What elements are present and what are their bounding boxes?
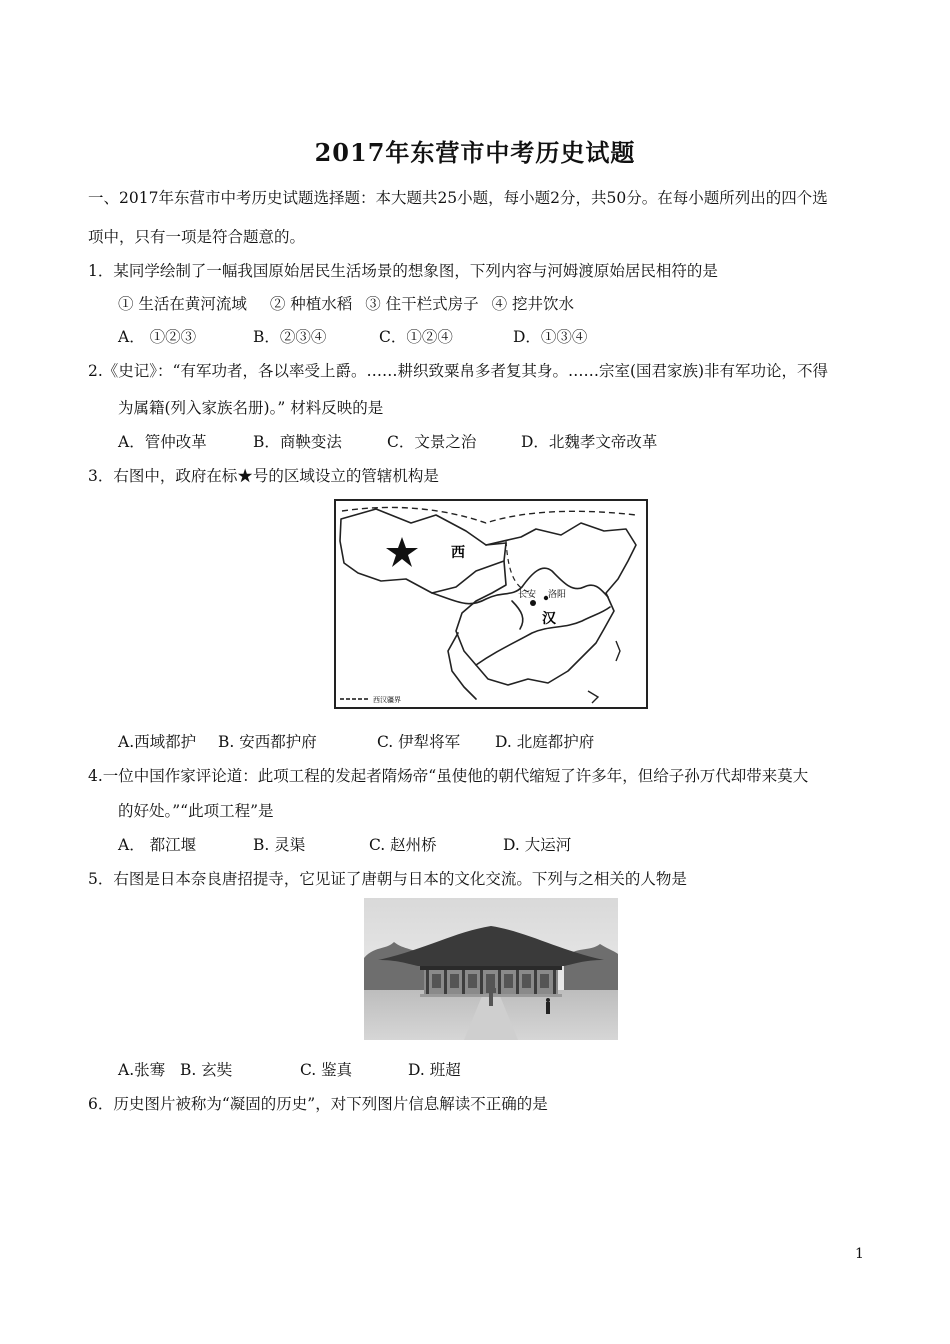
intro-line-2: 项中，只有一项是符合题意的。 [88, 228, 306, 246]
q2-option-d[interactable]: D．北魏孝文帝改革 [521, 433, 658, 451]
q1-option-a[interactable]: A． ①②③ [118, 328, 197, 346]
q1-item-1: ① 生活在黄河流域 [118, 295, 247, 313]
q1-option-d[interactable]: D．①③④ [513, 328, 588, 346]
map-legend-label: 西汉疆界 [373, 696, 401, 704]
map-label-han: 汉 [542, 611, 556, 627]
q3-option-b[interactable]: B. 安西都护府 [218, 733, 317, 751]
q5-option-c[interactable]: C. 鉴真 [300, 1061, 353, 1079]
page-number: 1 [855, 1246, 864, 1262]
temple-photo-drawing [364, 898, 618, 1040]
q5-option-a[interactable]: A.张骞 [118, 1061, 166, 1079]
q3-option-d[interactable]: D. 北庭都护府 [495, 733, 595, 751]
q5-options [118, 1060, 461, 1080]
map-drawing [336, 501, 646, 707]
q4-options [118, 835, 571, 855]
q2-option-a[interactable]: A．管仲改革 [118, 433, 207, 451]
q5-option-d[interactable]: D. 班超 [408, 1061, 461, 1079]
q2-option-c[interactable]: C．文景之治 [387, 433, 477, 451]
star-marker-icon [386, 537, 418, 567]
q4-option-a[interactable]: A． 都江堰 [118, 836, 197, 854]
q4-stem-line-1: 4.一位中国作家评论道：此项工程的发起者隋炀帝“虽使他的朝代缩短了许多年，但给子孙万代却带来莫大 [88, 767, 809, 785]
q2-stem-line-2: 为属籍(列入家族名册)。” 材料反映的是 [118, 399, 384, 417]
q1-items [118, 294, 574, 314]
q3-option-a[interactable]: A.西域都护 [118, 733, 197, 751]
q1-item-2: ② 种植水稻 [269, 295, 353, 313]
q4-option-b[interactable]: B. 灵渠 [253, 836, 306, 854]
intro-line-1: 一、2017年东营市中考历史试题选择题：本大题共25小题，每小题2分，共50分。在每小题所列出的四个选 [88, 189, 828, 207]
q2-stem-line-1: 2.《史记》：“有军功者，各以率受上爵。……耕织致粟帛多者复其身。……宗室(国君家族)非有军功论，不得 [88, 362, 829, 380]
q2-options [118, 432, 657, 452]
q5-stem: 5．右图是日本奈良唐招提寺，它见证了唐朝与日本的文化交流。下列与之相关的人物是 [88, 870, 687, 888]
q1-item-3: ③ 住干栏式房子 [365, 295, 479, 313]
q1-option-b[interactable]: B．②③④ [253, 328, 327, 346]
western-han-map [334, 499, 648, 709]
q4-stem-line-2: 的好处。”“此项工程”是 [118, 802, 274, 820]
q1-option-c[interactable]: C．①②④ [379, 328, 453, 346]
page-title: 2017年东营市中考历史试题 [314, 138, 636, 167]
map-label-west: 西 [451, 545, 465, 561]
q3-options [118, 732, 594, 752]
toshodaiji-temple-photo [364, 898, 618, 1040]
map-label-luoyang: 洛阳 [548, 590, 567, 600]
changan-dot [530, 600, 536, 606]
q4-option-d[interactable]: D. 大运河 [503, 836, 572, 854]
q1-item-4: ④ 挖井饮水 [491, 295, 575, 313]
q2-option-b[interactable]: B．商鞅变法 [253, 433, 342, 451]
q5-option-b[interactable]: B. 玄奘 [180, 1061, 233, 1079]
q3-option-c[interactable]: C. 伊犁将军 [377, 733, 461, 751]
q3-stem: 3．右图中，政府在标★号的区域设立的管辖机构是 [88, 467, 439, 485]
q6-stem: 6．历史图片被称为“凝固的历史”，对下列图片信息解读不正确的是 [88, 1095, 548, 1113]
q1-options [118, 327, 587, 347]
map-label-changan: 长安 [518, 590, 537, 600]
q4-option-c[interactable]: C. 赵州桥 [369, 836, 437, 854]
q1-stem: 1．某同学绘制了一幅我国原始居民生活场景的想象图，下列内容与河姆渡原始居民相符的是 [88, 262, 718, 280]
